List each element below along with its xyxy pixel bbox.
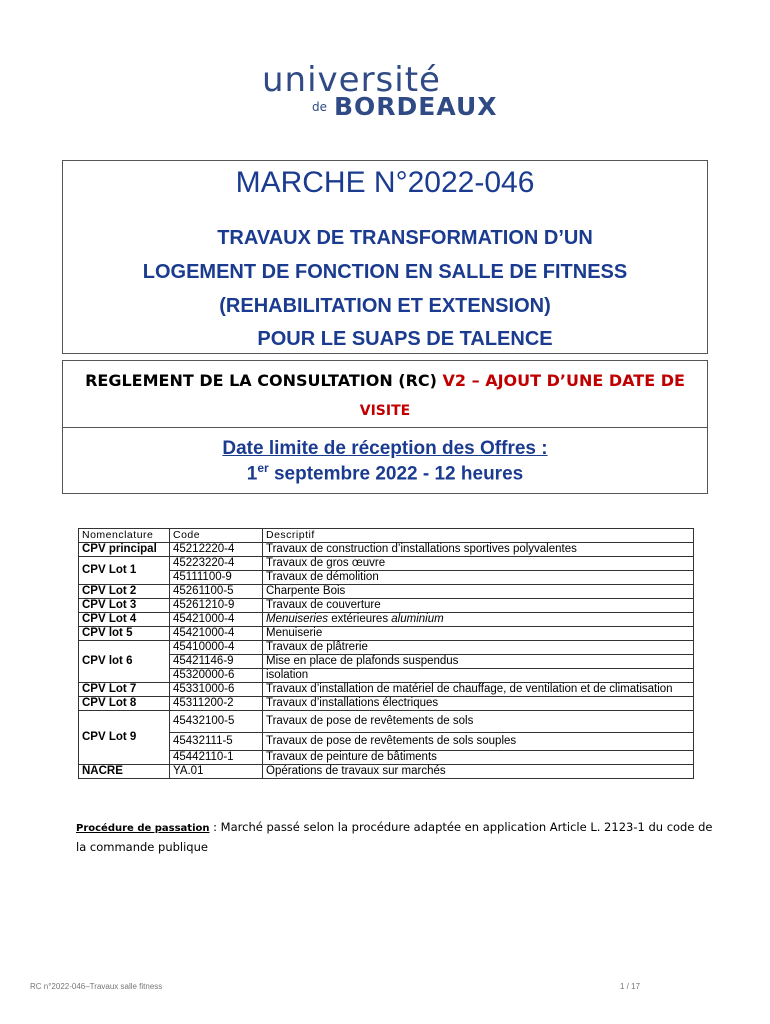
cell-code: 45212220-4 — [170, 543, 263, 557]
cell-descriptif: Travaux de peinture de bâtiments — [263, 751, 694, 765]
cell-code: 45432100-5 — [170, 711, 263, 733]
cell-code: 45421146-9 — [170, 655, 263, 669]
cell-code: 45410000-4 — [170, 641, 263, 655]
deadline-day: 1 — [246, 463, 258, 485]
reglement-line — [63, 371, 707, 390]
table-row — [79, 613, 694, 627]
cell-nomenclature: CPV Lot 7 — [79, 683, 170, 697]
cell-descriptif: Travaux de couverture — [263, 599, 694, 613]
cell-descriptif: Travaux de construction d’installations sportives polyvalentes — [263, 543, 694, 557]
table-header-row — [79, 529, 694, 543]
reglement-version: V2 – AJOUT D’UNE DATE DE — [442, 371, 685, 390]
cell-code: 45421000-4 — [170, 613, 263, 627]
table-row — [79, 733, 694, 751]
desc-italic-2: aluminium — [391, 613, 444, 625]
cell-descriptif: Charpente Bois — [263, 585, 694, 599]
cell-code: 45421000-4 — [170, 627, 263, 641]
title-line-5: POUR LE SUAPS DE TALENCE — [257, 328, 553, 350]
header-nomenclature: Nomenclature — [79, 529, 170, 543]
title-line-3: LOGEMENT DE FONCTION EN SALLE DE FITNESS — [142, 261, 628, 283]
cell-descriptif: Mise en place de plafonds suspendus — [263, 655, 694, 669]
header-code: Code — [170, 529, 263, 543]
cell-descriptif — [263, 613, 694, 627]
reglement-visite: VISITE — [359, 403, 411, 419]
deadline-rest: septembre 2022 - 12 heures — [268, 463, 524, 485]
deadline-box — [62, 428, 708, 494]
title-box — [62, 160, 708, 354]
cell-code: 45442110-1 — [170, 751, 263, 765]
cell-descriptif: Travaux de pose de revêtements de sols souples — [263, 733, 694, 751]
table-row — [79, 627, 694, 641]
header-descriptif: Descriptif — [263, 529, 694, 543]
cell-descriptif: Travaux d’installation de matériel de chauffage, de ventilation et de climatisation — [263, 683, 694, 697]
cell-nomenclature: CPV Lot 8 — [79, 697, 170, 711]
marche-number: MARCHE N°2022-046 — [235, 166, 535, 199]
logo-bordeaux-text: BORDEAUX — [334, 92, 498, 121]
table-row — [79, 557, 694, 571]
logo-universite-text: université — [262, 60, 441, 100]
cell-code: 45111100-9 — [170, 571, 263, 585]
table-row — [79, 697, 694, 711]
cell-descriptif: Menuiserie — [263, 627, 694, 641]
table-row — [79, 669, 694, 683]
cell-code: 45261210-9 — [170, 599, 263, 613]
cell-code: YA.01 — [170, 765, 263, 779]
cell-nomenclature: CPV Lot 9 — [79, 711, 170, 765]
deadline-label: Date limite de réception des Offres : — [222, 438, 548, 459]
cell-nomenclature: CPV Lot 3 — [79, 599, 170, 613]
cell-code: 45223220-4 — [170, 557, 263, 571]
cell-descriptif: Travaux de démolition — [263, 571, 694, 585]
table-row — [79, 683, 694, 697]
cell-nomenclature: CPV Lot 4 — [79, 613, 170, 627]
deadline-date — [63, 461, 707, 485]
cell-descriptif: Travaux de plâtrerie — [263, 641, 694, 655]
desc-italic-1: Menuiseries — [266, 613, 328, 625]
cell-code: 45432111-5 — [170, 733, 263, 751]
cell-nomenclature: CPV lot 6 — [79, 641, 170, 683]
cell-code: 45320000-6 — [170, 669, 263, 683]
cell-code: 45311200-2 — [170, 697, 263, 711]
table-row — [79, 599, 694, 613]
procedure-text: : Marché passé selon la procédure adaptée en application Article L. 2123-1 du code de la commande publique — [76, 820, 713, 854]
cell-descriptif: Travaux d’installations électriques — [263, 697, 694, 711]
cell-nomenclature: CPV principal — [79, 543, 170, 557]
footer-page-number: 1 / 17 — [620, 982, 641, 991]
table-row — [79, 655, 694, 669]
table-row — [79, 543, 694, 557]
footer-reference: RC n°2022-046–Travaux salle fitness — [30, 982, 163, 991]
procedure-paragraph — [76, 818, 726, 856]
desc-mid: extérieures — [328, 613, 392, 625]
cell-nomenclature: CPV lot 5 — [79, 627, 170, 641]
reglement-box — [62, 360, 708, 428]
cell-code: 45261100-5 — [170, 585, 263, 599]
deadline-sup: er — [257, 461, 269, 475]
title-line-2: TRAVAUX DE TRANSFORMATION D’UN — [217, 227, 593, 249]
cell-descriptif: Travaux de gros œuvre — [263, 557, 694, 571]
cell-descriptif: Travaux de pose de revêtements de sols — [263, 711, 694, 733]
table-row — [79, 585, 694, 599]
table-row — [79, 765, 694, 779]
title-line-4: (REHABILITATION ET EXTENSION) — [219, 295, 551, 317]
cell-nomenclature: CPV Lot 1 — [79, 557, 170, 585]
procedure-label: Procédure de passation — [76, 823, 210, 834]
cell-code: 45331000-6 — [170, 683, 263, 697]
cpv-table — [78, 528, 694, 779]
reglement-label: REGLEMENT DE LA CONSULTATION (RC) — [85, 371, 437, 390]
table-row — [79, 711, 694, 733]
logo-de-text: de — [312, 100, 327, 114]
university-logo — [262, 62, 522, 126]
cell-descriptif: Opérations de travaux sur marchés — [263, 765, 694, 779]
cell-nomenclature: NACRE — [79, 765, 170, 779]
table-row — [79, 751, 694, 765]
cell-nomenclature: CPV Lot 2 — [79, 585, 170, 599]
table-row — [79, 641, 694, 655]
cell-descriptif: isolation — [263, 669, 694, 683]
table-row — [79, 571, 694, 585]
